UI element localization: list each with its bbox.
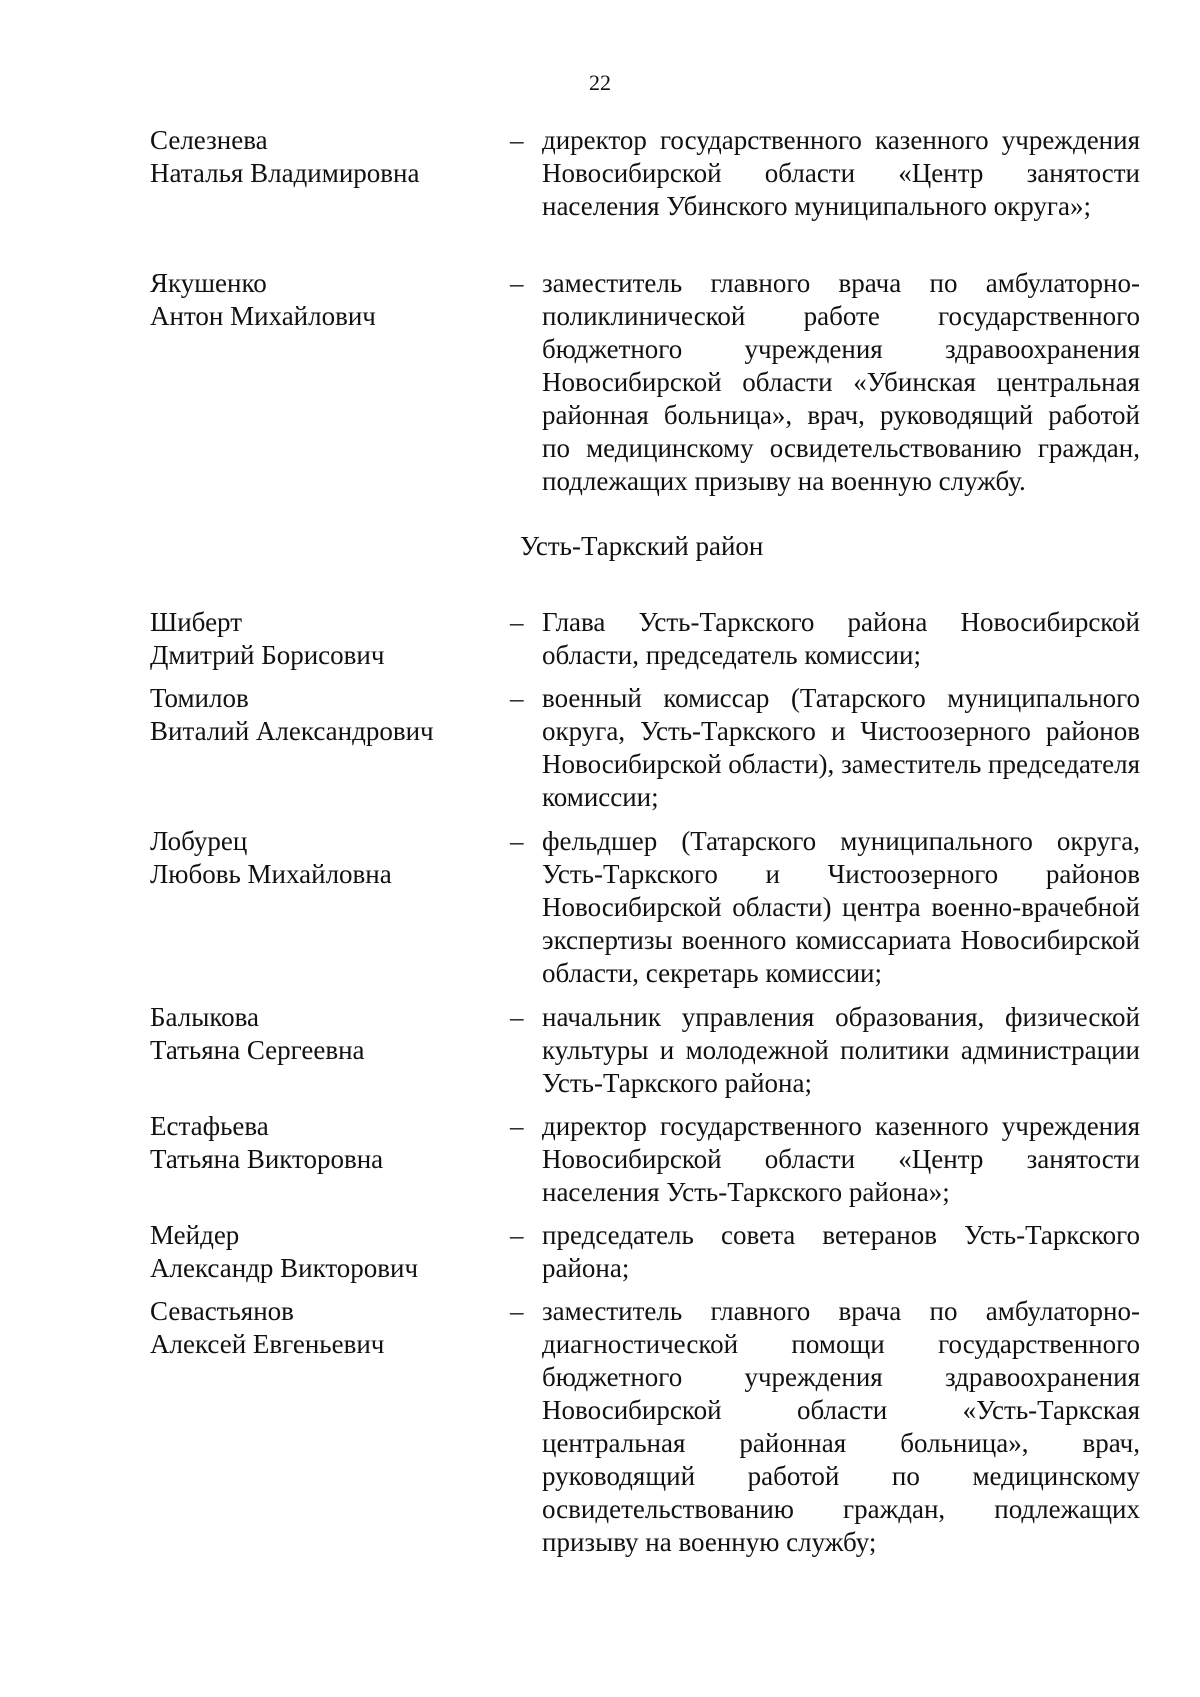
member-name bbox=[150, 1295, 510, 1361]
member-given-name: Виталий Александрович bbox=[150, 716, 434, 746]
dash-separator: – bbox=[510, 826, 524, 856]
member-name bbox=[150, 1110, 510, 1176]
member-surname: Балыкова bbox=[150, 1002, 259, 1032]
member-name bbox=[150, 682, 510, 748]
member-position: заместитель главного врача по амбулаторно-диагностической помощи государственного бюджетного учреждения здравоохранения Новосибирской области «Усть-Таркская центральная районная больница», врач, руководящий работой по медицинскому освидетельствованию граждан, подлежащих призыву на военную службу; bbox=[542, 1296, 1140, 1557]
member-given-name: Антон Михайлович bbox=[150, 301, 376, 331]
member-surname: Естафьева bbox=[150, 1111, 269, 1141]
dash-separator: – bbox=[510, 683, 524, 713]
member-given-name: Наталья Владимировна bbox=[150, 158, 420, 188]
member-name bbox=[150, 124, 510, 190]
page-number: 22 bbox=[589, 70, 611, 95]
member-given-name: Алексей Евгеньевич bbox=[150, 1329, 385, 1359]
member-surname: Лобурец bbox=[150, 826, 248, 856]
member-surname: Шиберт bbox=[150, 607, 242, 637]
member-name bbox=[150, 1219, 510, 1285]
dash-separator: – bbox=[510, 1220, 524, 1250]
section-title: Усть-Таркский район bbox=[520, 531, 764, 561]
member-surname: Севастьянов bbox=[150, 1296, 294, 1326]
member-surname: Мейдер bbox=[150, 1220, 240, 1250]
member-given-name: Любовь Михайловна bbox=[150, 859, 392, 889]
dash-separator: – bbox=[510, 1296, 524, 1326]
member-name bbox=[150, 825, 510, 891]
member-given-name: Александр Викторович bbox=[150, 1253, 419, 1283]
member-position: директор государственного казенного учреждения Новосибирской области «Центр занятости населения Усть-Таркского района»; bbox=[542, 1111, 1140, 1207]
dash-separator: – bbox=[510, 268, 524, 298]
dash-separator: – bbox=[510, 1111, 524, 1141]
member-name bbox=[150, 606, 510, 672]
member-surname: Селезнева bbox=[150, 125, 268, 155]
member-surname: Якушенко bbox=[150, 268, 267, 298]
member-surname: Томилов bbox=[150, 683, 249, 713]
member-position: председатель совета ветеранов Усть-Таркского района; bbox=[542, 1220, 1140, 1283]
member-given-name: Дмитрий Борисович bbox=[150, 640, 385, 670]
member-name bbox=[150, 267, 510, 333]
member-position: фельдшер (Татарского муниципального округа, Усть-Таркского и Чистоозерного районов Новосибирской области) центра военно-врачебной экспертизы военного комиссариата Новосибирской области, секретарь комиссии; bbox=[542, 826, 1140, 988]
member-position: заместитель главного врача по амбулаторно-поликлинической работе государственного бюджетного учреждения здравоохранения Новосибирской области «Убинская центральная районная больница», врач, руководящий работой по медицинскому освидетельствованию граждан, подлежащих призыву на военную службу. bbox=[542, 268, 1140, 496]
dash-separator: – bbox=[510, 607, 524, 637]
member-position: начальник управления образования, физической культуры и молодежной политики администрации Усть-Таркского района; bbox=[542, 1002, 1140, 1098]
member-position: директор государственного казенного учреждения Новосибирской области «Центр занятости населения Убинского муниципального округа»; bbox=[542, 125, 1140, 221]
dash-separator: – bbox=[510, 125, 524, 155]
member-given-name: Татьяна Сергеевна bbox=[150, 1035, 365, 1065]
member-position: Глава Усть-Таркского района Новосибирской области, председатель комиссии; bbox=[542, 607, 1140, 670]
member-position: военный комиссар (Татарского муниципального округа, Усть-Таркского и Чистоозерного районов Новосибирской области), заместитель председателя комиссии; bbox=[542, 683, 1140, 812]
member-given-name: Татьяна Викторовна bbox=[150, 1144, 384, 1174]
dash-separator: – bbox=[510, 1002, 524, 1032]
member-name bbox=[150, 1001, 510, 1067]
